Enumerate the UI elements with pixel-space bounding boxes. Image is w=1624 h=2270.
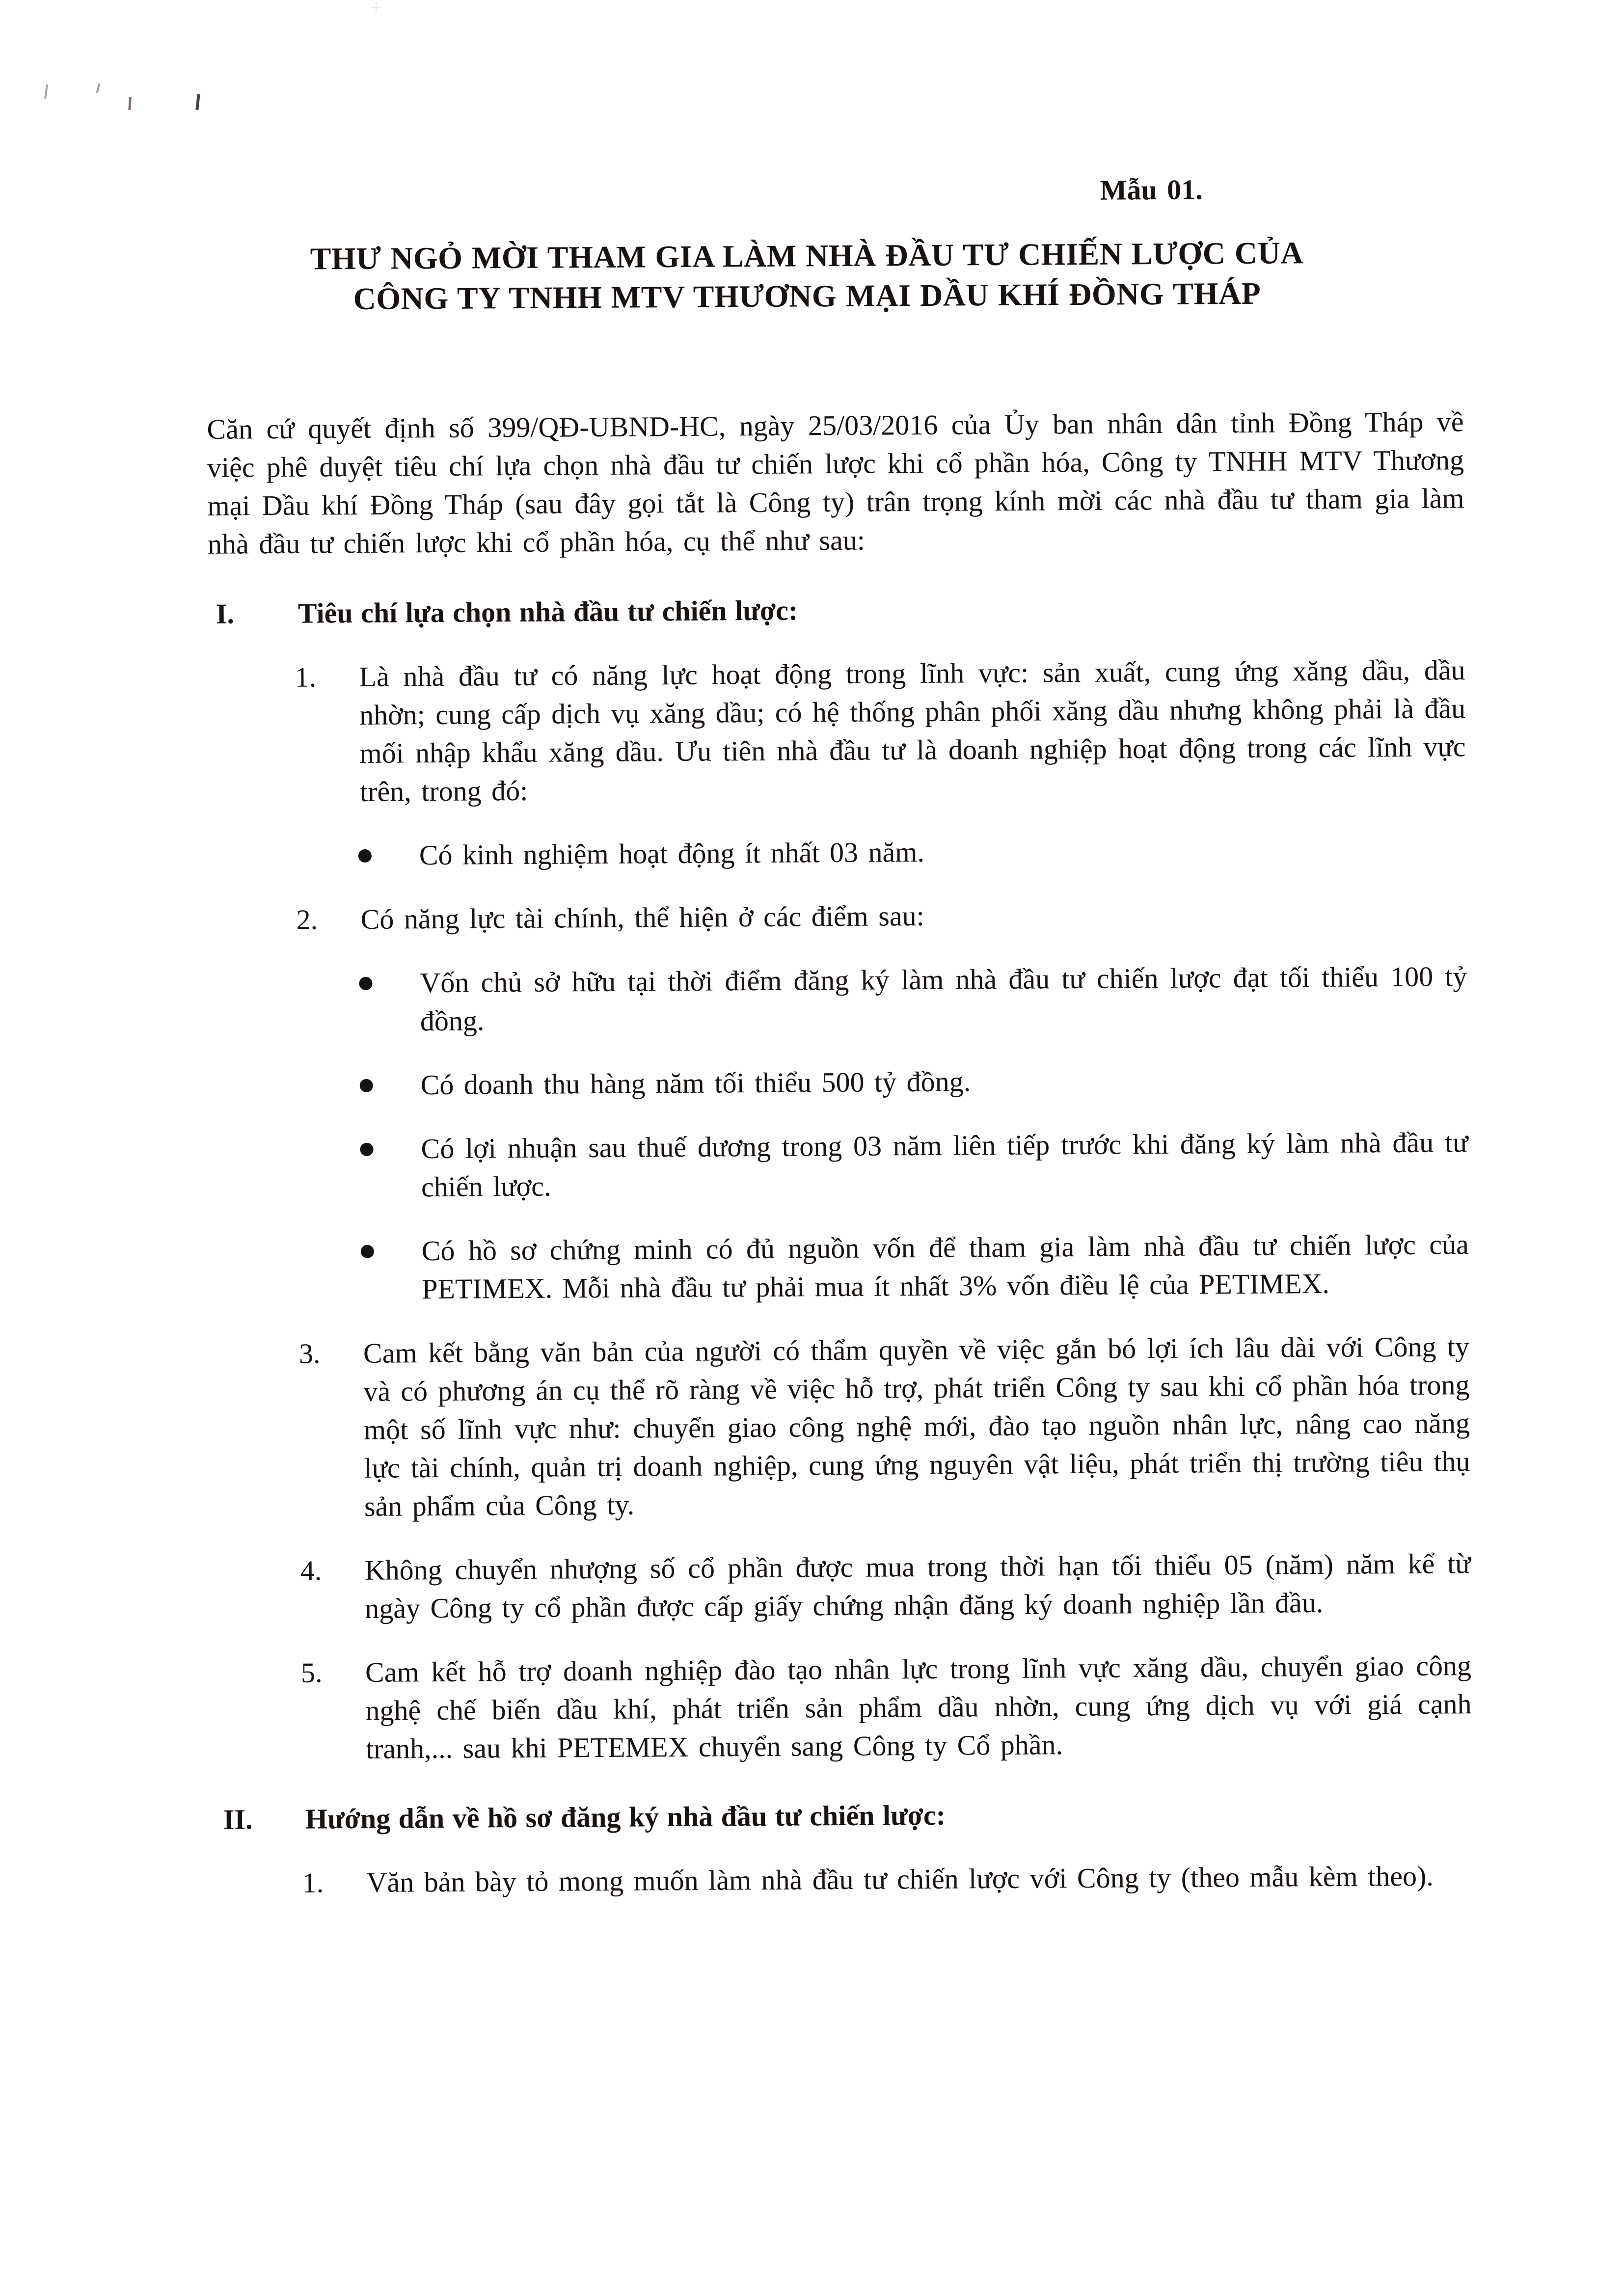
bullet-item xyxy=(212,1225,1469,1310)
section-heading-text: Hướng dẫn về hồ sơ đăng ký nhà đầu tư chiến lược: xyxy=(305,1799,946,1835)
list-item-number: 4. xyxy=(300,1554,322,1587)
list-item-text: Cam kết hỗ trợ doanh nghiệp đào tạo nhân lực trong lĩnh vực xăng dầu, chuyển giao công nghệ chế biến dầu khí, phát triển sản phẩm dầu nhờn, cung ứng dịch vụ với giá cạnh tranh,... sau khi PETEMEX chuyển sang Công ty Cổ phần. xyxy=(365,1649,1472,1765)
form-number-label: Mẫu 01. xyxy=(1100,173,1203,206)
bullet-item xyxy=(210,957,1467,1042)
section-heading-dossier xyxy=(216,1793,1472,1839)
bullet-item-text: Có kinh nghiệm hoạt động ít nhất 03 năm. xyxy=(419,836,925,871)
document-title xyxy=(178,232,1435,321)
list-item-number: 5. xyxy=(300,1656,323,1689)
scan-speck xyxy=(195,94,200,110)
list-item-text: Có năng lực tài chính, thể hiện ở các điểm sau: xyxy=(360,899,924,935)
section-heading-text: Tiêu chí lựa chọn nhà đầu tư chiến lược: xyxy=(298,594,798,629)
list-item-text: Không chuyển nhượng số cổ phần được mua trong thời hạn tối thiểu 05 (năm) năm kể từ ngày Công ty cổ phần được cấp giấy chứng nhận đăng ký doanh nghiệp lần đầu. xyxy=(364,1547,1471,1624)
bullet-dot-icon xyxy=(358,849,372,863)
list-item-text: Cam kết bằng văn bản của người có thẩm quyền về việc gắn bó lợi ích lâu dài với Công ty và có phương án cụ thể rõ ràng về việc hỗ trợ, phát triển Công ty sau khi cổ phần hóa trong một số lĩnh vực như: chuyển giao công nghệ mới, đào tạo nguồn nhân lực, nâng cao năng lực tài chính, quản trị doanh nghiệp, cung ứng nguyên vật liệu, phát triển thị trường tiêu thụ sản phẩm của Công ty. xyxy=(363,1330,1470,1522)
bullet-dot-icon xyxy=(360,1143,373,1156)
section-numeral: II. xyxy=(223,1803,253,1836)
list-item xyxy=(216,1857,1472,1903)
bullet-item-text: Có lợi nhuận sau thuế dương trong 03 năm liên tiếp trước khi đăng ký làm nhà đầu tư chiến lược. xyxy=(421,1126,1468,1203)
scan-speck xyxy=(96,83,101,93)
list-item-number: 2. xyxy=(296,903,318,936)
bullet-item-text: Vốn chủ sở hữu tại thời điểm đăng ký làm nhà đầu tư chiến lược đạt tối thiểu 100 tỷ đồng. xyxy=(420,960,1467,1037)
list-item xyxy=(210,893,1466,940)
list-item-text: Là nhà đầu tư có năng lực hoạt động trong lĩnh vực: sản xuất, cung ứng xăng dầu, dầu nhờn; cung cấp dịch vụ xăng dầu; có hệ thống phân phối xăng dầu nhưng không phải là đầu mối nhập khẩu xăng dầu. Ưu tiên nhà đầu tư là doanh nghiệp hoạt động trong các lĩnh vực trên, trong đó: xyxy=(359,654,1466,808)
bullet-dot-icon xyxy=(360,1079,373,1092)
bullet-item xyxy=(211,1123,1468,1208)
document-title-line-1: THƯ NGỎ MỜI THAM GIA LÀM NHÀ ĐẦU TƯ CHIẾN LƯỢC CỦA xyxy=(310,235,1304,276)
list-item-number: 1. xyxy=(302,1866,324,1899)
bullet-item-text: Có hồ sơ chứng minh có đủ nguồn vốn để tham gia làm nhà đầu tư chiến lược của PETIMEX. Mỗi nhà đầu tư phải mua ít nhất 3% vốn điều lệ của PETIMEX. xyxy=(421,1228,1469,1305)
list-item xyxy=(208,651,1466,812)
list-item-text: Văn bản bày tỏ mong muốn làm nhà đầu tư chiến lược với Công ty (theo mẫu kèm theo). xyxy=(366,1860,1434,1898)
registration-cross-mark xyxy=(371,2,381,13)
scan-speck xyxy=(44,84,48,99)
list-item xyxy=(215,1647,1472,1769)
bullet-dot-icon xyxy=(359,977,372,990)
section-numeral: I. xyxy=(216,597,235,630)
list-item xyxy=(214,1544,1471,1629)
bullet-item xyxy=(210,830,1466,876)
document-content xyxy=(205,169,1472,1903)
list-item xyxy=(213,1327,1470,1527)
bullet-dot-icon xyxy=(361,1245,374,1258)
intro-paragraph: Căn cứ quyết định số 399/QĐ-UBND-HC, ngày 25/03/2016 của Ủy ban nhân dân tỉnh Đồng Tháp về việc phê duyệt tiêu chí lựa chọn nhà đầu tư chiến lược khi cổ phần hóa, Công ty TNHH MTV Thương mại Dầu khí Đồng Tháp (sau đây gọi tắt là Công ty) trân trọng kính mời các nhà đầu tư tham gia làm nhà đầu tư chiến lược khi cổ phần hóa, cụ thể như sau: xyxy=(207,405,1464,560)
scan-speck xyxy=(128,97,131,110)
document-title-line-2: CÔNG TY TNHH MTV THƯƠNG MẠI DẦU KHÍ ĐỒNG THÁP xyxy=(353,275,1261,317)
bullet-item xyxy=(211,1059,1467,1106)
bullet-item-text: Có doanh thu hàng năm tối thiểu 500 tỷ đồng. xyxy=(420,1065,971,1101)
list-item-number: 1. xyxy=(295,661,317,693)
section-heading-criteria xyxy=(208,587,1465,633)
list-item-number: 3. xyxy=(298,1337,321,1370)
